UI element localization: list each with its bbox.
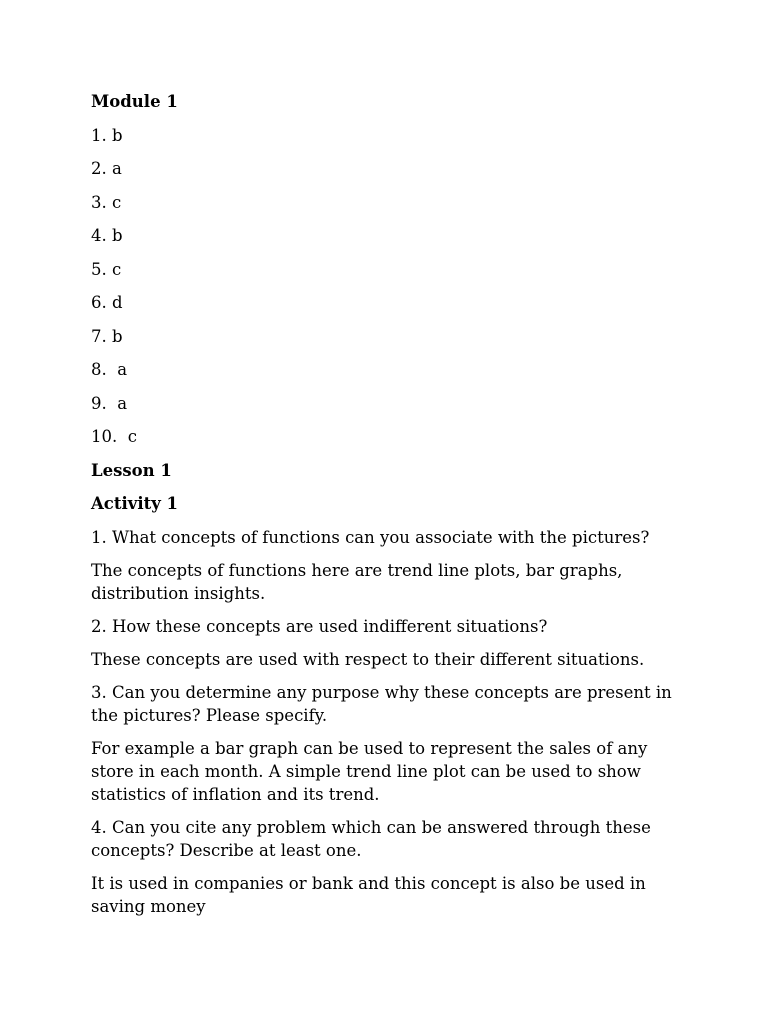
answer-text: The concepts of functions here are trend line plots, bar graphs, distribution insights.	[91, 560, 623, 603]
question-text: 3. Can you determine any purpose why these concepts are present in the pictures? Please specify.	[91, 682, 672, 725]
answer-item: 2. a	[91, 159, 122, 178]
answer-list	[91, 124, 691, 449]
answer-text: It is used in companies or bank and this concept is also be used in saving money	[91, 873, 646, 916]
answer-item: 1. b	[91, 125, 123, 145]
answer-item: 3. c	[91, 192, 122, 212]
answer-item: 6. d	[91, 293, 123, 312]
question-text: 4. Can you cite any problem which can be answered through these concepts? Describe at least one.	[91, 817, 651, 860]
module-title: Module 1	[91, 92, 178, 111]
question-text: 2. How these concepts are used indifferent situations?	[91, 616, 548, 636]
answer-item: 7. b	[91, 326, 123, 346]
qa-list	[91, 526, 691, 918]
answer-item: 4. b	[91, 226, 123, 245]
answer-item: 10. c	[91, 427, 137, 446]
document-page	[91, 90, 691, 928]
activity-title: Activity 1	[91, 494, 179, 513]
answer-item: 8. a	[91, 360, 128, 379]
answer-text: These concepts are used with respect to their different situations.	[91, 649, 645, 669]
question-text: 1. What concepts of functions can you associate with the pictures?	[91, 527, 650, 547]
answer-item: 9. a	[91, 393, 128, 413]
answer-text: For example a bar graph can be used to represent the sales of any store in each month. A simple trend line plot can be used to show statistics of inflation and its trend.	[91, 738, 648, 804]
lesson-title: Lesson 1	[91, 460, 172, 480]
answer-item: 5. c	[91, 259, 122, 279]
